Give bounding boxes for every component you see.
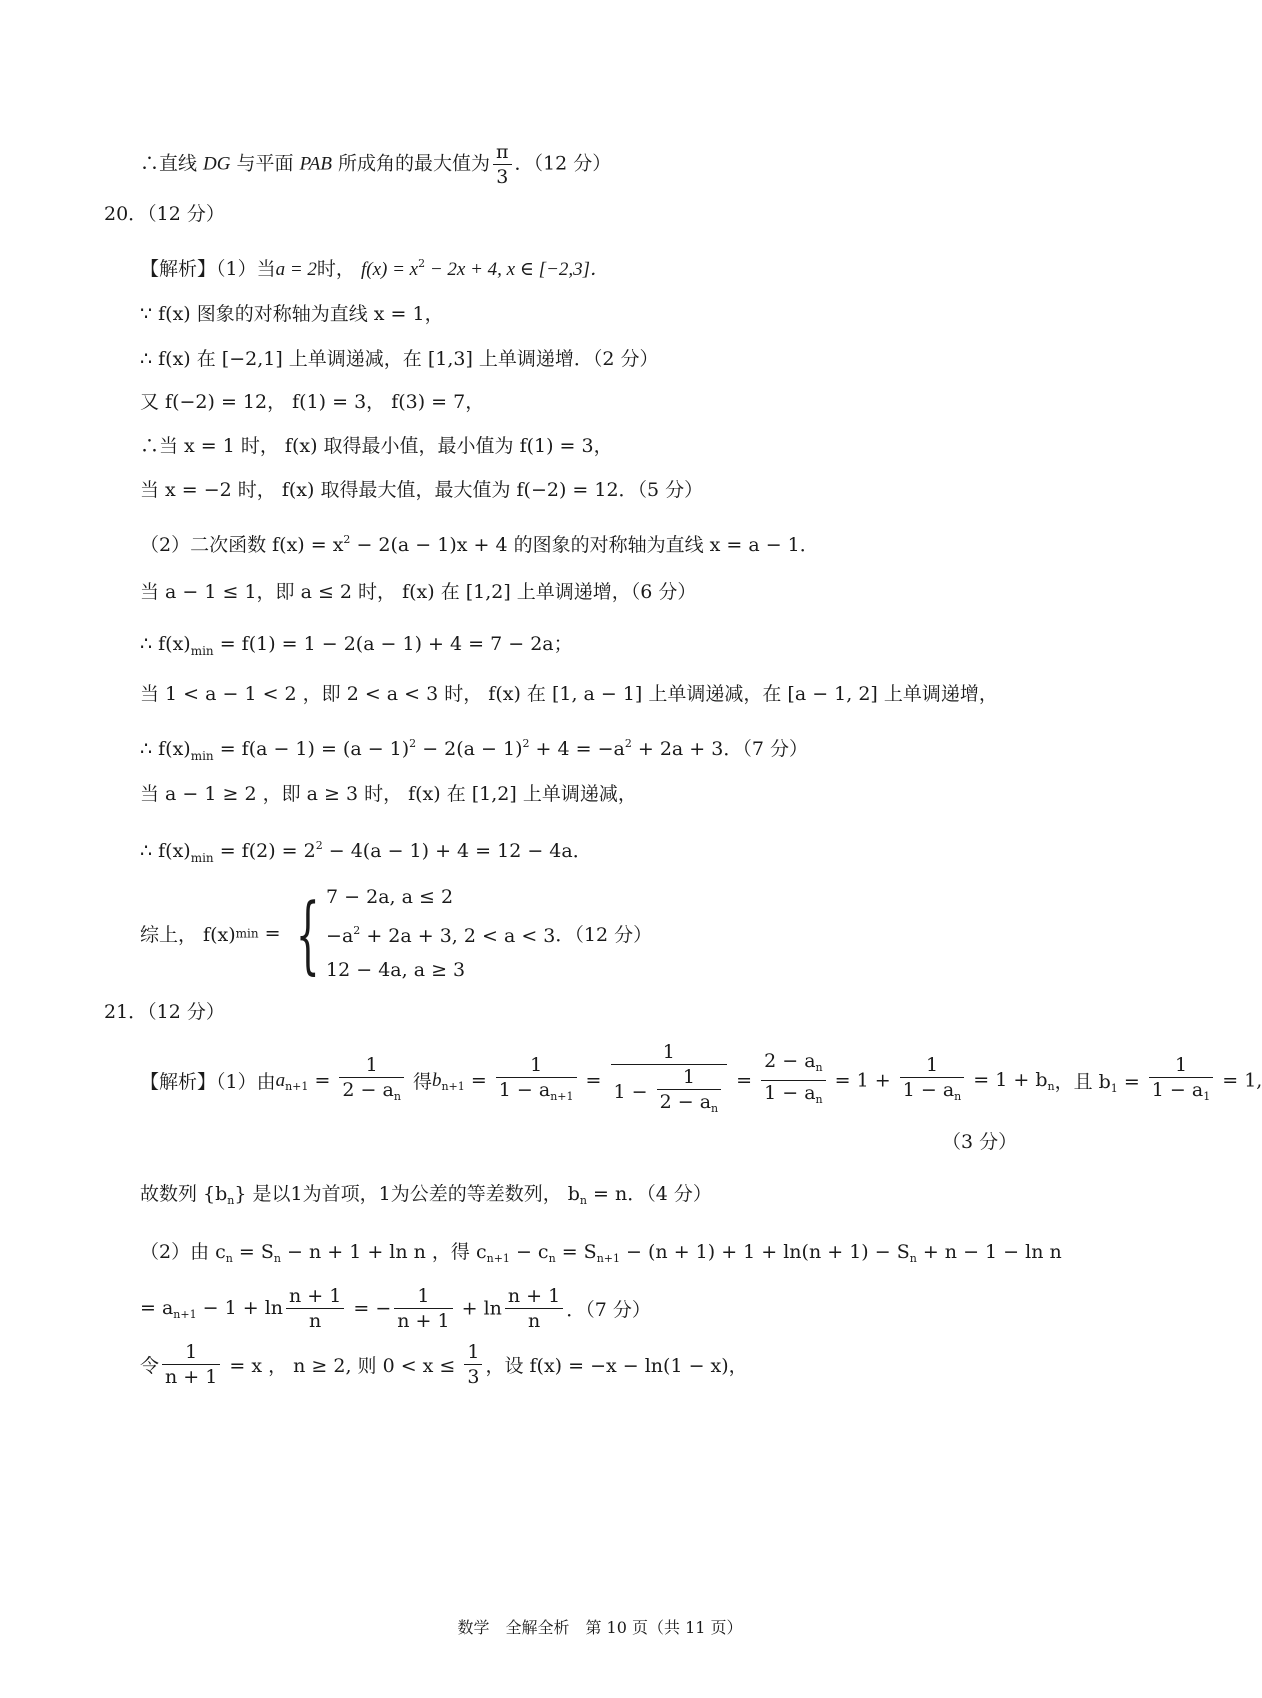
q20-case1-min: ∴ $f(x)_{min} = f(1) = 1 - 2(a - 1) + 4 = 7 - 2a$； [140,633,573,658]
conclusion-line: ∴直线 DG 与平面 PAB 所成角的最大值为 $\frac{\pi}{3}$ ．（12 分） [140,141,612,188]
brace-icon: { [295,884,320,983]
question-20-heading: 20．（12 分） [104,203,225,225]
q20-line-axis: ∵ f(x) 图象的对称轴为直线 x = 1， [140,303,444,325]
q20-case3-min: ∴ $f(x)_{min} = f(2) = 2^2 - 4(a - 1) + 4 = 12 - 4a$． [140,839,592,865]
q21-part2-line1: （2）由 $c_n = S_n - n + 1 + \ln n$ ，得 $c_{n+1} - c_n = S_{n+1} - (n + 1) + 1 + \ln(n + 1) - S_n + n - 1 - \ln n$ [140,1241,1062,1265]
q20-case2: 当 1 < a − 1 < 2 ，即 2 < a < 3 时， f(x) 在 [1, a − 1] 上单调递减，在 [a − 1, 2] 上单调递增， [140,683,998,705]
q21-part2-line2: = $a_{n+1} - 1 + \ln$ $\frac{n + 1}{n}$ = − $\frac{1}{n + 1}$ + ln $\frac{n + 1}{n}$ ．（7 分） [140,1285,651,1332]
q21-part1-line1: 【解析】（1）由$a_{n+1}$ = $\frac{1}{2 - a_n}$ 得$b_{n+1}$ = $\frac{1}{1 - a_{n+1}}$ = 1 1 − $\frac{1}{2 - a_n}$ = $\frac{2 - a_n}{1 - a_n}$ = 1 + $\frac{1}{1 - a_n}$ = $1 + b_n$，且 $b_1$ = $\frac{1}{1 - a_1}$ = 1, [140,1041,1262,1115]
q20-case1: 当 a − 1 ≤ 1，即 a ≤ 2 时， f(x) 在 [1,2] 上单调递增，（6 分） [140,581,697,603]
q20-line-values: 又 f(−2) = 12， f(1) = 3， f(3) = 7， [140,391,485,413]
q20-line-max: 当 x = −2 时， f(x) 取得最大值，最大值为 f(−2) = 12．（5 分） [140,479,704,501]
q20-part1-line1: 【解析】（1）当a = 2时， $f(x) = x^2 - 2x + 4$, x ∈ [−2,3]． [140,257,610,280]
q21-score-3: （3 分） [942,1131,1018,1153]
q20-line-monotonic: ∴ f(x) 在 [−2,1] 上单调递减，在 [1,3] 上单调递增．（2 分） [140,348,659,370]
q21-sequence-conclusion: 故数列 $\{b_n\}$ 是以1为首项，1为公差的等差数列， $b_n = n$．（4 分） [140,1183,712,1207]
question-21-heading: 21．（12 分） [104,1001,225,1023]
q21-part2-line3: 令 $\frac{1}{n + 1}$ = x ， n ≥ 2, 则 0 < x ≤ $\frac{1}{3}$ ，设 f(x) = −x − ln(1 − x)， [140,1341,748,1388]
q20-summary: 综上， f(x)min = { 7 − 2a, a ≤ 2 $-a^2 + 2a + 3$, 2 < a < 3 12 − 4a, a ≥ 3 ．（12 分） [140,880,652,987]
q20-case2-min: ∴ $f(x)_{min} = f(a - 1) = (a - 1)^2 - 2(a - 1)^2 + 4 = -a^2 + 2a + 3$．（7 分） [140,737,808,763]
q20-line-min: ∴当 x = 1 时， f(x) 取得最小值，最小值为 f(1) = 3， [140,435,613,457]
q20-part2-line1: （2）二次函数 $f(x) = x^2 - 2(a - 1)x + 4$ 的图象的对称轴为直线 x = a − 1． [140,533,819,556]
q20-case3: 当 a − 1 ≥ 2 ，即 a ≥ 3 时， f(x) 在 [1,2] 上单调递减， [140,783,637,805]
piecewise-cases: 7 − 2a, a ≤ 2 $-a^2 + 2a + 3$, 2 < a < 3 12 − 4a, a ≥ 3 [326,886,556,981]
page-footer: 数学 全解全析 第 10 页（共 11 页） [457,1618,743,1637]
